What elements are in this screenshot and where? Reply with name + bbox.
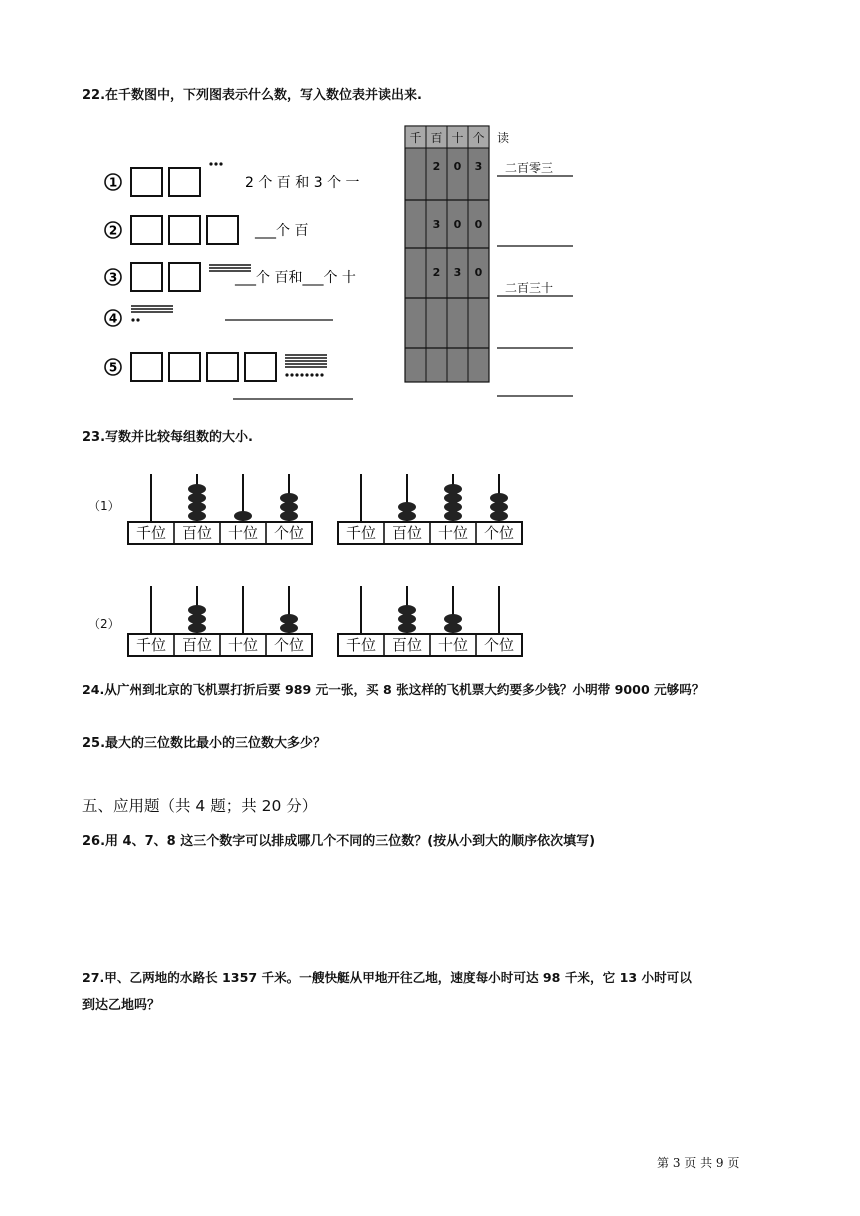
table-digit: 3 bbox=[453, 266, 462, 279]
one-dot bbox=[320, 373, 323, 376]
table-digit: 3 bbox=[432, 218, 441, 231]
table-header-4: 读 bbox=[496, 131, 510, 145]
q22-text: 22.在千数图中，下列图表示什么数，写入数位表并读出来. bbox=[82, 88, 422, 103]
table-digit: 0 bbox=[453, 218, 462, 231]
one-dot bbox=[214, 162, 217, 165]
item-number: 3 bbox=[108, 270, 118, 285]
table-header-1: 百 bbox=[430, 131, 443, 145]
item-number: 1 bbox=[108, 175, 118, 190]
abacus-bead bbox=[188, 502, 206, 512]
one-dot bbox=[290, 373, 293, 376]
item-description: ___个 百 bbox=[255, 223, 309, 239]
hundred-square bbox=[131, 263, 162, 291]
hundred-square bbox=[207, 216, 238, 244]
q23-abacus-figure bbox=[80, 462, 550, 662]
one-dot bbox=[219, 162, 222, 165]
one-dot bbox=[310, 373, 313, 376]
abacus-bead bbox=[188, 484, 206, 494]
table-header-0: 千 bbox=[409, 131, 422, 145]
abacus-bead bbox=[280, 614, 298, 624]
abacus-bead bbox=[398, 605, 416, 615]
abacus-bead bbox=[444, 493, 462, 503]
place-label: 个位 bbox=[483, 524, 515, 542]
q27-line-2: 到达乙地吗？ bbox=[82, 998, 161, 1013]
hundred-square bbox=[169, 216, 200, 244]
place-label: 千位 bbox=[345, 524, 377, 542]
one-dot bbox=[295, 373, 298, 376]
hundred-square bbox=[169, 353, 200, 381]
place-label: 个位 bbox=[273, 524, 305, 542]
abacus-bead bbox=[444, 614, 462, 624]
abacus-bead bbox=[280, 623, 298, 633]
section-5-title: 五、应用题（共 4 题；共 20 分） bbox=[82, 797, 318, 815]
abacus-bead bbox=[398, 614, 416, 624]
q22-figure bbox=[95, 120, 590, 410]
abacus-bead bbox=[398, 623, 416, 633]
table-digit: 0 bbox=[474, 218, 483, 231]
place-label: 百位 bbox=[391, 524, 423, 542]
reading-text: 二百零三 bbox=[505, 161, 554, 175]
q24-text: 24.从广州到北京的飞机票打折后要 989 元一张，买 8 张这样的飞机票大约要多少钱？小明带 9000 元够吗？ bbox=[82, 682, 705, 697]
one-dot bbox=[315, 373, 318, 376]
hundred-square bbox=[131, 168, 162, 196]
abacus-bead bbox=[490, 511, 508, 521]
place-label: 十位 bbox=[227, 636, 259, 654]
abacus-bead bbox=[188, 493, 206, 503]
hundred-square bbox=[169, 263, 200, 291]
place-label: 十位 bbox=[437, 524, 469, 542]
table-header-3: 个 bbox=[472, 131, 485, 145]
abacus-row-label: （2） bbox=[88, 617, 120, 631]
abacus-bead bbox=[234, 511, 252, 521]
page-footer: 第 3 页 共 9 页 bbox=[657, 1156, 740, 1170]
q26-text: 26.用 4、7、8 这三个数字可以排成哪几个不同的三位数？(按从小到大的顺序依次填写) bbox=[82, 834, 596, 849]
abacus-bead bbox=[398, 511, 416, 521]
one-dot bbox=[209, 162, 212, 165]
abacus-bead bbox=[280, 511, 298, 521]
reading-text: 二百三十 bbox=[505, 281, 554, 295]
place-label: 个位 bbox=[273, 636, 305, 654]
one-dot bbox=[131, 318, 134, 321]
place-label: 千位 bbox=[135, 524, 167, 542]
hundred-square bbox=[245, 353, 276, 381]
abacus-bead bbox=[280, 493, 298, 503]
table-digit: 2 bbox=[432, 266, 441, 279]
abacus-bead bbox=[188, 623, 206, 633]
hundred-square bbox=[131, 353, 162, 381]
abacus-bead bbox=[444, 623, 462, 633]
place-label: 千位 bbox=[135, 636, 167, 654]
item-number: 4 bbox=[108, 311, 118, 326]
abacus-bead bbox=[188, 605, 206, 615]
abacus-bead bbox=[444, 502, 462, 512]
q27-line-1: 27.甲、乙两地的水路长 1357 千米。一艘快艇从甲地开往乙地，速度每小时可达 98 千米，它 13 小时可以 bbox=[82, 970, 692, 985]
place-label: 百位 bbox=[181, 524, 213, 542]
place-label: 十位 bbox=[227, 524, 259, 542]
one-dot bbox=[300, 373, 303, 376]
item-number: 2 bbox=[108, 223, 118, 238]
q25-text: 25.最大的三位数比最小的三位数大多少？ bbox=[82, 736, 327, 751]
q22-place-value-table bbox=[405, 126, 573, 396]
abacus-bead bbox=[490, 502, 508, 512]
q22-block-diagrams bbox=[105, 162, 360, 399]
table-header-2: 十 bbox=[451, 131, 464, 145]
abacus-bead bbox=[188, 511, 206, 521]
item-description: 2 个 百 和 3 个 一 bbox=[245, 175, 360, 191]
place-label: 个位 bbox=[483, 636, 515, 654]
abacus-bead bbox=[398, 502, 416, 512]
hundred-square bbox=[207, 353, 238, 381]
hundred-square bbox=[169, 168, 200, 196]
table-digit: 0 bbox=[474, 266, 483, 279]
q23-text: 23.写数并比较每组数的大小. bbox=[82, 430, 253, 445]
place-label: 百位 bbox=[391, 636, 423, 654]
abacus-bead bbox=[188, 614, 206, 624]
one-dot bbox=[305, 373, 308, 376]
abacus-bead bbox=[444, 511, 462, 521]
abacus-bead bbox=[490, 493, 508, 503]
one-dot bbox=[136, 318, 139, 321]
table-digit: 3 bbox=[474, 160, 483, 173]
abacus-bead bbox=[444, 484, 462, 494]
table-digit: 0 bbox=[453, 160, 462, 173]
place-label: 千位 bbox=[345, 636, 377, 654]
item-number: 5 bbox=[108, 360, 118, 375]
abacus-bead bbox=[280, 502, 298, 512]
hundred-square bbox=[131, 216, 162, 244]
table-digit: 2 bbox=[432, 160, 441, 173]
place-label: 百位 bbox=[181, 636, 213, 654]
one-dot bbox=[285, 373, 288, 376]
place-label: 十位 bbox=[437, 636, 469, 654]
item-description: ___个 百和___个 十 bbox=[235, 270, 356, 286]
abacus-row-label: （1） bbox=[88, 499, 120, 513]
